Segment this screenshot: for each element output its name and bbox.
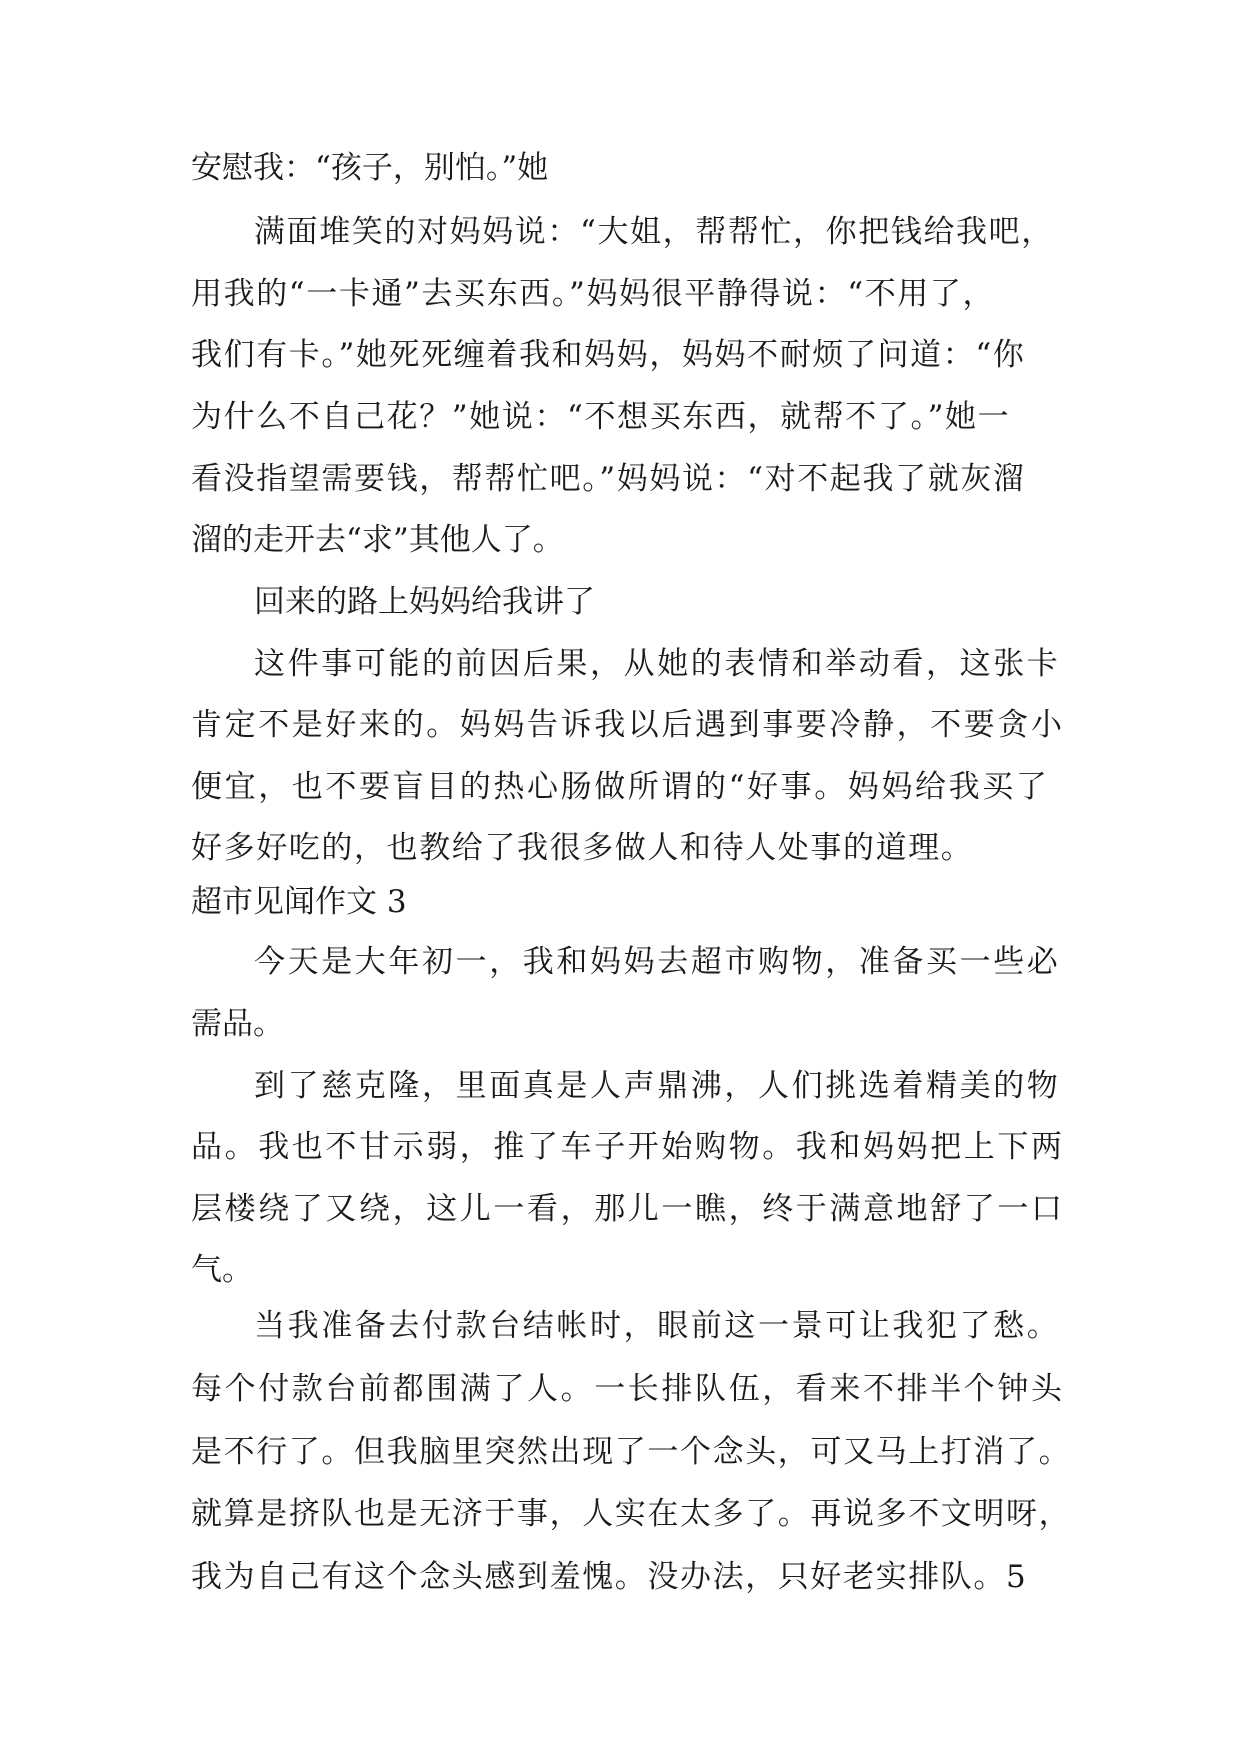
paragraph-first-line: 到了慈克隆，里面真是人声鼎沸，人们挑选着精美的物: [254, 1068, 1061, 1104]
text-line: 层楼绕了又绕，这儿一看，那儿一瞧，终于满意地舒了一口: [191, 1191, 1065, 1227]
text-line: 安慰我：“孩子，别怕。”她: [191, 150, 549, 186]
text-line: 看没指望需要钱，帮帮忙吧。”妈妈说：“对不起我了就灰溜: [191, 461, 1026, 497]
paragraph-first-line: 回来的路上妈妈给我讲了: [254, 584, 595, 620]
text-line: 为什么不自己花？”她说：“不想买东西，就帮不了。”她一: [191, 399, 1011, 435]
section-heading: 超市见闻作文 3: [191, 884, 407, 920]
text-line: 就算是挤队也是无济于事，人实在太多了。再说多不文明呀，: [191, 1496, 1072, 1532]
paragraph-first-line: 今天是大年初一，我和妈妈去超市购物，准备买一些必: [254, 944, 1061, 980]
text-line: 每个付款台前都围满了人。一长排队伍，看来不排半个钟头: [191, 1371, 1065, 1407]
text-line: 好多好吃的，也教给了我很多做人和待人处事的道理。: [191, 830, 974, 866]
text-line: 溜的走开去“求”其他人了。: [191, 522, 564, 558]
text-line: 我们有卡。”她死死缠着我和妈妈，妈妈不耐烦了问道：“你: [191, 337, 1026, 373]
paragraph-first-line: 当我准备去付款台结帐时，眼前这一景可让我犯了愁。: [254, 1308, 1061, 1344]
text-line: 气。: [191, 1252, 253, 1288]
text-line: 是不行了。但我脑里突然出现了一个念头，可又马上打消了。: [191, 1434, 1072, 1470]
text-line: 肯定不是好来的。妈妈告诉我以后遇到事要冷静，不要贪小: [191, 707, 1065, 743]
text-line: 品。我也不甘示弱，推了车子开始购物。我和妈妈把上下两: [191, 1129, 1065, 1165]
text-line: 便宜，也不要盲目的热心肠做所谓的“好事。妈妈给我买了: [191, 769, 1050, 805]
text-line: 需品。: [191, 1006, 284, 1042]
text-line: 我为自己有这个念头感到羞愧。没办法，只好老实排队。5: [191, 1559, 1028, 1595]
text-line: 用我的“一卡通”去买东西。”妈妈很平静得说：“不用了，: [191, 276, 996, 312]
paragraph-first-line: 满面堆笑的对妈妈说：“大姐，帮帮忙，你把钱给我吧，: [254, 214, 1054, 250]
paragraph-first-line: 这件事可能的前因后果，从她的表情和举动看，这张卡: [254, 646, 1061, 682]
